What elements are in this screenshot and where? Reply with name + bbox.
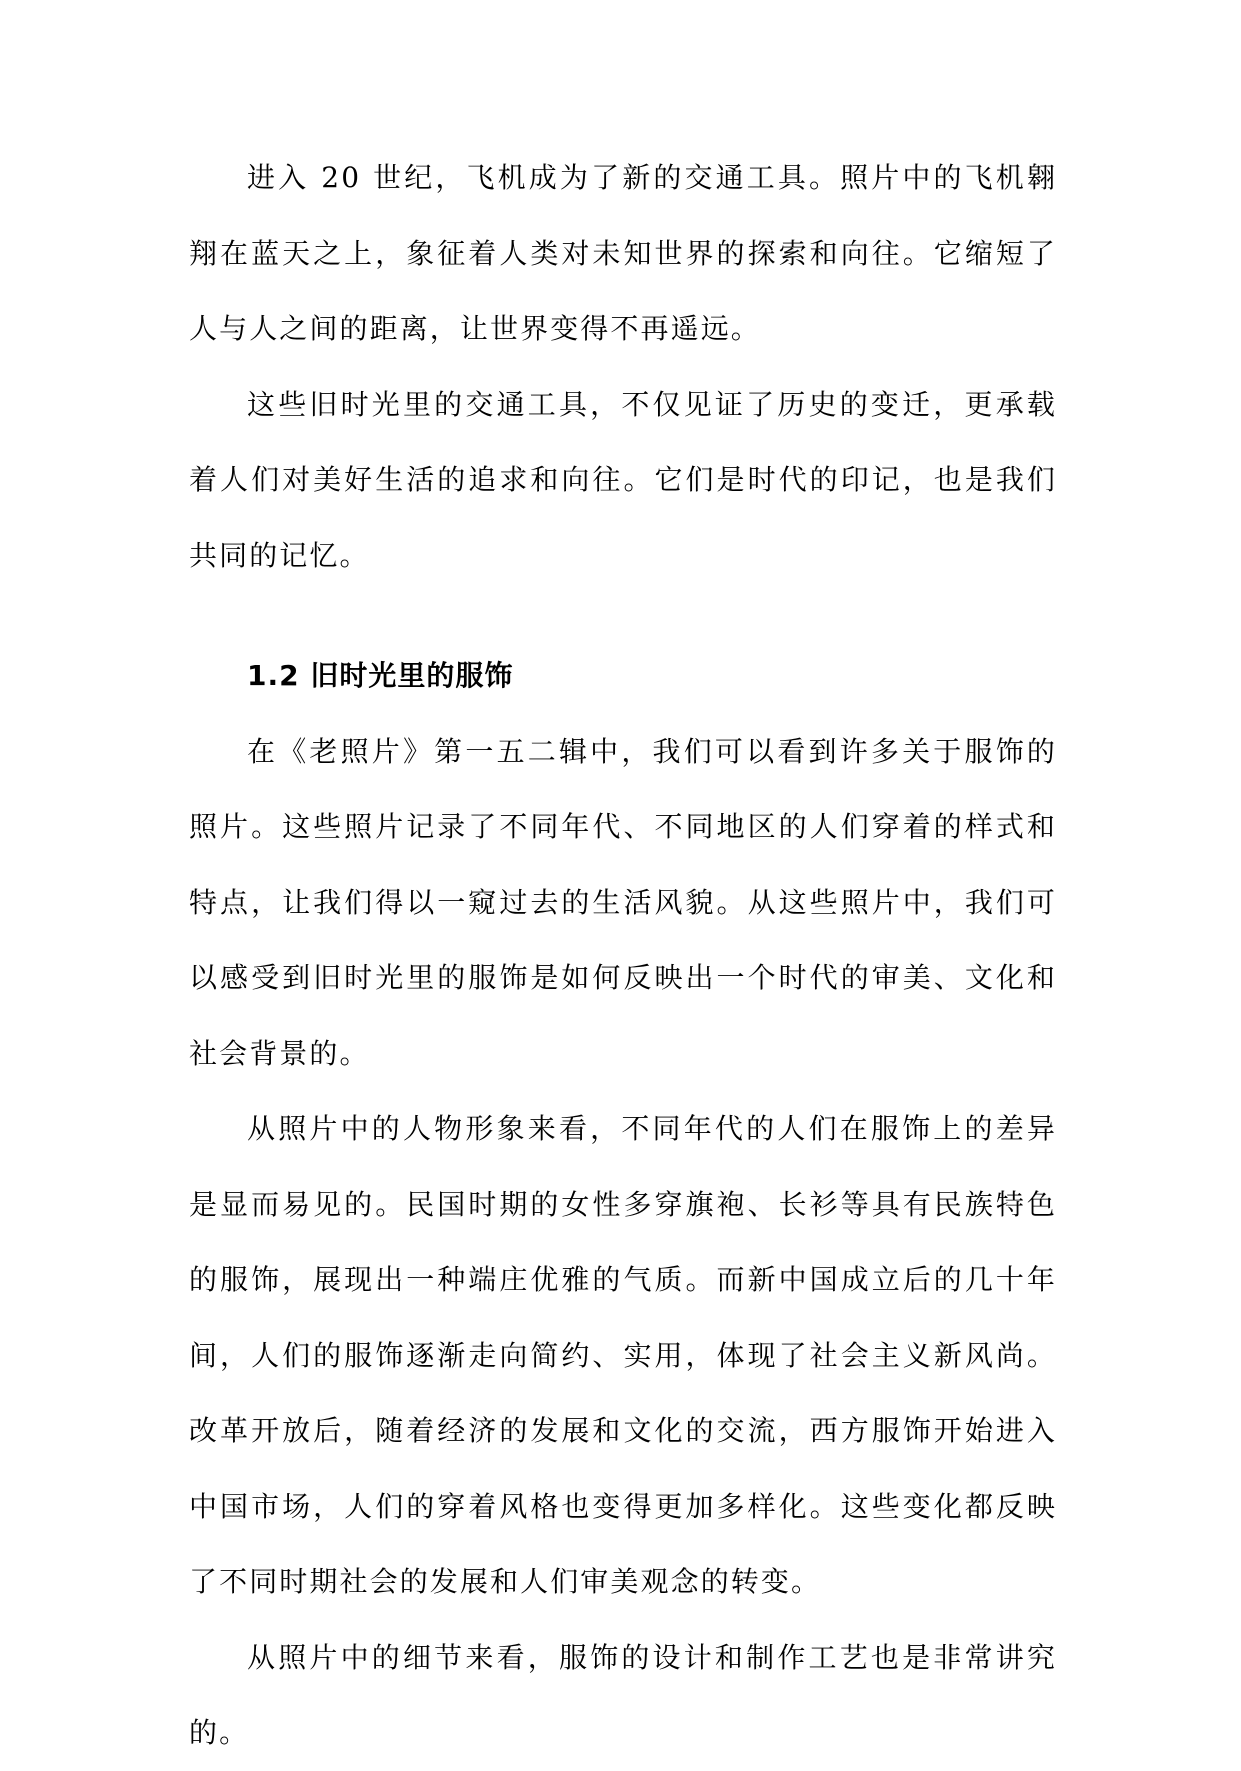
paragraph-clothing-intro: 在《老照片》第一五二辑中，我们可以看到许多关于服饰的照片。这些照片记录了不同年代、不同地区的人们穿着的样式和特点，让我们得以一窥过去的生活风貌。从这些照片中，我们可以感受到旧时光里的服饰是如何反映出一个时代的审美、文化和社会背景的。 [189,734,1057,1070]
document-body [189,140,1057,1771]
paragraph-transport-summary: 这些旧时光里的交通工具，不仅见证了历史的变迁，更承载着人们对美好生活的追求和向往。它们是时代的印记，也是我们共同的记忆。 [189,387,1057,572]
paragraph-airplanes: 进入 20 世纪，飞机成为了新的交通工具。照片中的飞机翱翔在蓝天之上，象征着人类对未知世界的探索和向往。它缩短了人与人之间的距离，让世界变得不再遥远。 [189,161,1057,345]
paragraph-clothing-details: 从照片中的细节来看，服饰的设计和制作工艺也是非常讲究的。 [189,1640,1057,1749]
section-heading: 1.2 旧时光里的服饰 [247,659,514,692]
paragraph-clothing-eras: 从照片中的人物形象来看，不同年代的人们在服饰上的差异是显而易见的。民国时期的女性多穿旗袍、长衫等具有民族特色的服饰，展现出一种端庄优雅的气质。而新中国成立后的几十年间，人们的服饰逐渐走向简约、实用，体现了社会主义新风尚。改革开放后，随着经济的发展和文化的交流，西方服饰开始进入中国市场，人们的穿着风格也变得更加多样化。这些变化都反映了不同时期社会的发展和人们审美观念的转变。 [189,1112,1057,1598]
